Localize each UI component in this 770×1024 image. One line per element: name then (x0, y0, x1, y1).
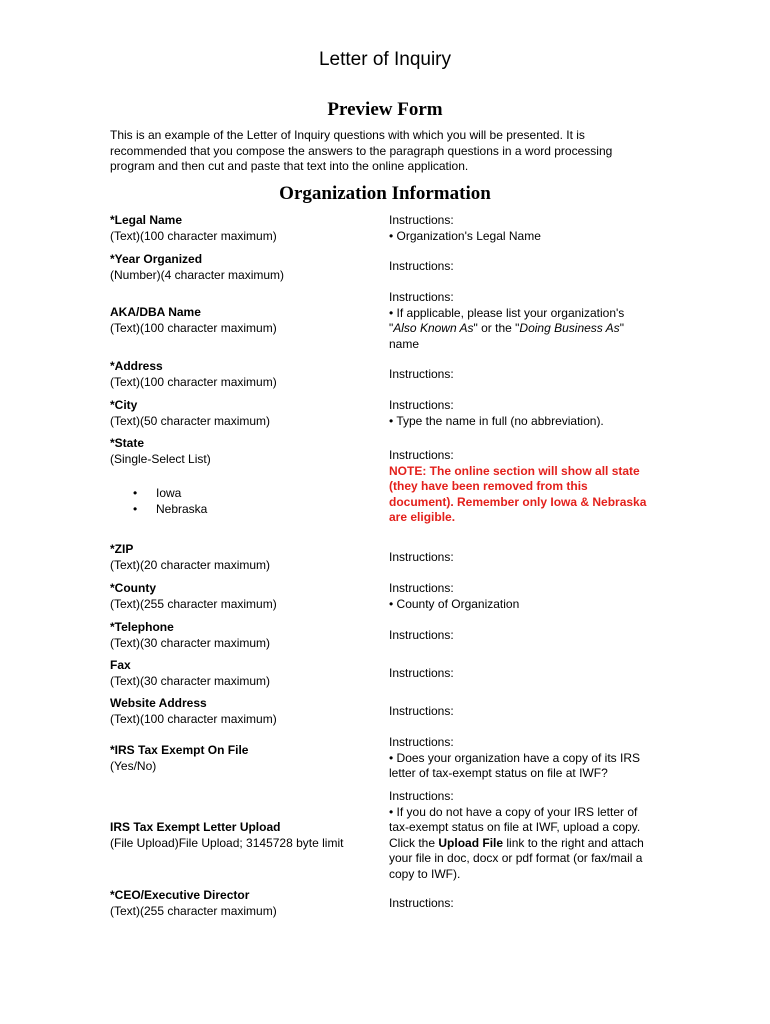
instructions-irs-letter-upload: Instructions: • If you do not have a copy of your IRS letter of tax-exempt status on file at IWF, upload a copy. Click the Upload File link to the right and attach your file in doc, docx or pdf format (or fax/mail a copy to IWF). (389, 789, 644, 881)
field-aka-dba: AKA/DBA Name (Text)(100 character maximum) (110, 305, 277, 335)
document-subtitle: Preview Form (327, 99, 443, 120)
document-title: Letter of Inquiry (318, 49, 452, 70)
section-title: Organization Information (279, 183, 491, 204)
instructions-city: Instructions: • Type the name in full (no abbreviation). (389, 398, 604, 428)
instructions-state: Instructions: NOTE: The online section will show all state (they have been removed from this document). Remember only Iowa & Nebraska are eligible. (389, 448, 669, 526)
instructions-telephone: Instructions: (389, 628, 454, 642)
instructions-address: Instructions: (389, 367, 454, 381)
field-address: *Address (Text)(100 character maximum) (110, 359, 277, 389)
instructions-ceo-executive-director: Instructions: (389, 896, 454, 910)
instructions-website: Instructions: (389, 704, 454, 718)
state-options-list (133, 486, 207, 517)
field-telephone: *Telephone (Text)(30 character maximum) (110, 620, 271, 650)
field-year-organized: *Year Organized (Number)(4 character maximum) (110, 252, 285, 282)
field-city: *City (Text)(50 character maximum) (110, 398, 271, 428)
field-zip: *ZIP (Text)(20 character maximum) (110, 542, 271, 572)
field-ceo-executive-director: *CEO/Executive Director (Text)(255 character maximum) (110, 888, 277, 918)
instructions-year-organized: Instructions: (389, 259, 454, 273)
instructions-irs-tax-exempt: Instructions: • Does your organization have a copy of its IRS letter of tax-exempt status on file at IWF? (389, 735, 640, 780)
instructions-aka-dba: Instructions: • If applicable, please list your organization's "Also Known As" or the "Doing Business As" name (389, 290, 625, 351)
state-note: NOTE: The online section will show all state (they have been removed from this document). Remember only Iowa & Nebraska are eligible. (389, 463, 647, 524)
instructions-legal-name: Instructions: • Organization's Legal Name (389, 213, 541, 243)
list-item: • Nebraska (133, 501, 208, 516)
field-fax: Fax (Text)(30 character maximum) (110, 658, 271, 688)
instructions-zip: Instructions: (389, 550, 454, 564)
field-county: *County (Text)(255 character maximum) (110, 581, 277, 611)
upload-file-text: Upload File (438, 835, 504, 850)
field-irs-tax-exempt: *IRS Tax Exempt On File (Yes/No) (110, 743, 249, 773)
field-website: Website Address (Text)(100 character maximum) (110, 696, 277, 726)
field-state: *State (Single-Select List) (110, 436, 211, 466)
list-item: • Iowa (133, 486, 182, 500)
instructions-county: Instructions: • County of Organization (389, 581, 520, 611)
field-irs-letter-upload: IRS Tax Exempt Letter Upload (File Upload)File Upload; 3145728 byte limit (110, 820, 344, 850)
instructions-fax: Instructions: (389, 666, 454, 680)
intro-paragraph: This is an example of the Letter of Inquiry questions with which you will be presented. It is recommended that you compose the answers to the paragraph questions in a word processing program and then cut and paste that text into the online application. (110, 128, 613, 173)
field-legal-name: *Legal Name (Text)(100 character maximum) (110, 213, 277, 243)
